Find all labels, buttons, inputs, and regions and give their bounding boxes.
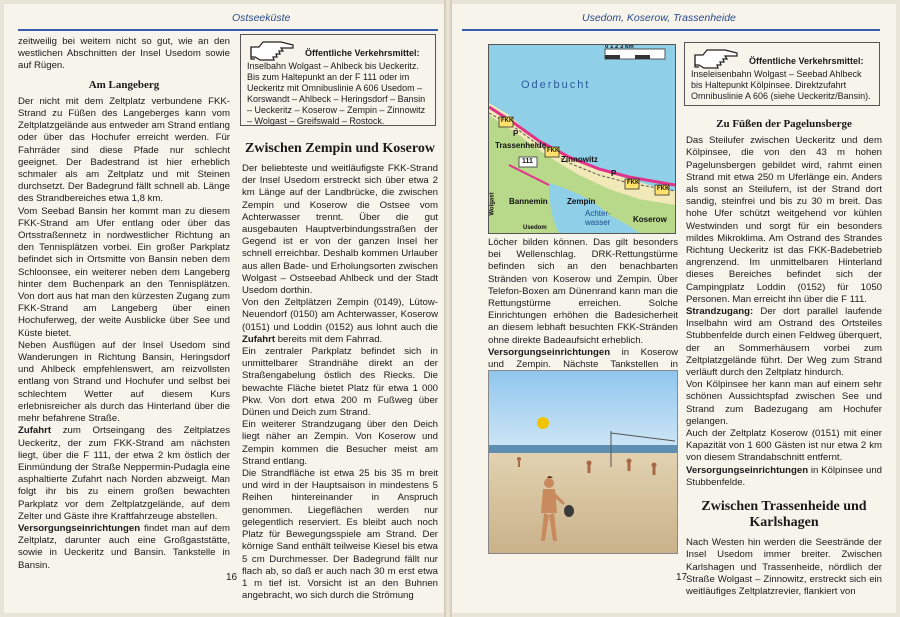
column-left (18, 36, 230, 572)
page-17 (452, 4, 896, 613)
page-16 (4, 4, 444, 613)
column-right (686, 118, 882, 598)
paragraph: Der nicht mit dem Zeltplatz verbundene FKK-Strand zu Füßen des Langeberges kann vom Zeltplatzgelände aus entweder am Strand entlang oder über das Hochufer erreicht werden. Für Fahrräder sind diese Pfade nur schlecht geeignet. Der Badestrand ist hier erheblich schmaler als am Zeltplatz und mit Steinen durchsetzt. Der Badegrund fällt schnell ab. Länge des Strandbereiches etwa 1,8 km. (18, 95, 230, 205)
keyword-versorgung: Versorgungseinrichtungen (488, 346, 611, 358)
area-map (488, 44, 676, 234)
map-road-number: 111 (522, 158, 533, 165)
column-right (242, 141, 438, 602)
header-rule (18, 29, 438, 31)
paragraph-text: in Koserow und Zempin. Nächste Tankstellen in (488, 346, 678, 371)
section-heading-zempin-koserow: Zwischen Zempin und Koserow (245, 141, 435, 156)
paragraph: Ein weiterer Strandzugang über den Deich liegt näher an Zempin. Von Koserow und Zempin kommen die Besucher meist am Strand entlang. (242, 419, 438, 467)
paragraph: Die Strandfläche ist etwa 25 bis 35 m breit und wird in der Hauptsaison in mindestens 5 Reihen hintereinander in Anspruch genommen. Liegeflächen werden nur gelegentlich reserviert. Es bleibt auch noch Platz für Bewegungsspiele am Strand. Der körnige Sand enthält teilweise Kiesel bis etwa 5 cm Durchmesser. Der Badegrund fällt nur flach ab, so daß er auch nach 30 m erst etwa 1 m tief ist. Vorsicht ist an den Buhnen angebracht, wo sich durch die Strömung (242, 468, 438, 602)
paragraph: Von Kölpinsee her kann man auf einem sehr schönen Aussichtspfad zwischen See und Strand zum Badezugang am Hochufer gelangen. (686, 379, 882, 427)
header-rule (462, 29, 880, 31)
paragraph-text: findet man auf dem Zeltplatz, darunter auch eine Großgaststätte, sowie in Ueckeritz und Bansin. Tankstelle in Bansin. (18, 522, 230, 571)
paragraph-text: in Kölpinsee und Stubbenfelde. (686, 464, 882, 488)
paragraph: Ein zentraler Parkplatz befindet sich in unmittelbarer Strandnähe direkt an der Straßengabelung östlich des Riecks. Die bewachte Fläche bietet Platz für etwa 1 000 Pkw. Von dort etwa 200 m Fußweg über Dünen und Deich zum Strand. (242, 346, 438, 419)
keyword-versorgung: Versorgungseinrichtungen (686, 464, 809, 476)
map-fkk-badge: FKK (657, 186, 670, 192)
paragraph (686, 465, 882, 489)
map-parking: P (611, 169, 617, 178)
keyword-strandzugang: Strandzugang: (686, 306, 754, 318)
map-label-place: Zempin (567, 197, 596, 206)
map-fkk-badge: FKK (501, 118, 514, 124)
page-number: 17 (676, 572, 688, 583)
map-label-water: Achter- (585, 209, 611, 218)
map-parking: P (513, 129, 519, 138)
paragraph: Der beliebteste und weitläufigste FKK-Strand der Insel Usedom erstreckt sich über etwa 2 km Länge auf der Landbrücke, die zwischen Zempin und Koserow die Ostsee vom Achterwasser trennt. Über die gut ausgebauten Hauptverbindungsstraßen der Gegend ist er von der ganzen Insel her schnell erreichbar. Deshalb kommen Urlauber aus allen Bade- und Erholungsorten zwischen Wolgast – Ostseebad Ahlbeck und der Stadt Usedom dorthin. (242, 163, 438, 297)
paragraph (18, 523, 230, 572)
paragraph (242, 297, 438, 346)
intro-text: zeitweilig bei weitem nicht so gut, wie an den westlichen Abschnitten der Insel Usedom sowie auf Rügen. (18, 36, 230, 72)
paragraph-text: Der dort parallel laufende Inselbahn wird am Ostrand des Ortsteiles Stubbenfelde durch einen Feldweg überquert, der an Sommerhäusern vorbei zum Zeltplatzgelände führt. Der Weg zum Strand verläuft durch den Zeltplatz hindurch. (686, 306, 882, 379)
box-text: Inseleisenbahn Wolgast – Seebad Ahlbeck bis Haltepunkt Kölpinsee. Direktzufahrt Omnibuslinie A 606 (siehe Ueckeritz/Bansin). (691, 69, 871, 101)
box-title: Öffentliche Verkehrsmittel: (749, 56, 864, 66)
map-scale: 0 1 2 3 km (605, 44, 634, 50)
map-label-place: Koserow (633, 215, 667, 224)
paragraph: Löcher bilden können. Das gilt besonders bei Wellenschlag. DRK-Rettungstürme befinden sich an den benachbarten Stränden von Koserow und Zempin. Über Telefon-Boxen am Dünenrand kann man die Rettungstürme erreichen. Solche Einrichtungen erhöhen die Badesicherheit an diesem lebhaft besuchten FKK-Stränden ohne direkte Badeaufsicht erheblich. (488, 237, 678, 346)
transport-info-box (240, 34, 436, 126)
running-head: Usedom, Koserow, Trassenheide (582, 12, 736, 24)
keyword-zufahrt: Zufahrt (18, 425, 52, 437)
map-fkk-badge: FKK (547, 148, 560, 154)
section-heading-trassenheide: Zwischen Trassenheide und Karlshagen (701, 499, 867, 531)
paragraph: Nach Westen hin werden die Seestrände der Insel Usedom immer breiter. Zwischen Karlshagen und Trassenheide, nördlich der Straße Wolgast – Zinnowitz, erstreckt sich ein weitläufiges Zeltplatzrevier, flankiert von (686, 537, 882, 597)
box-title: Öffentliche Verkehrsmittel: (305, 48, 420, 58)
paragraph-text: bereits mit dem Fahrrad. (275, 333, 383, 345)
paragraph (686, 306, 882, 379)
paragraph-text: zum Ortseingang des Zeltplatzes Ueckeritz, der zum FKK-Strand am nächsten liegt, über die F 111, der etwa 2 km östlich der Einmündung der Straße Neppermin-Pudagla eine asphaltierte Zufahrt nach Norden abzweigt. Man folgt ihr bis zu einem großen bewachten Parkplatz vor dem Zeltplatzgelände, auf dem Zelter und Gäste ihre Kraftfahrzeuge abstellen. (18, 425, 230, 522)
section-heading-pagelunsberge: Zu Füßen der Pagelunsberge (716, 118, 852, 130)
paragraph: Auch der Zeltplatz Koserow (0151) mit einer Kapazität von 1 600 Gästen ist nur etwa 2 km von diesem Strandabschnitt entfernt. (686, 428, 882, 464)
keyword-versorgung: Versorgungseinrichtungen (18, 522, 141, 534)
running-head: Ostseeküste (232, 12, 291, 24)
paragraph: Das Steilufer zwischen Ueckeritz und dem Kölpinsee, die von den 43 m hohen Pagelunsbergen gebildet wird, rahmt einen Strand mit etwa 250 m Uferlänge ein. Anders als sonst an Steilufern, ist der Strand dort sandig, steinfrei und bis zu 30 m breit. Das hohe Ufer schützt weitgehend vor kühlen Westwinden und sorgt für ein besonders mildes Mikroklima. Am Ostrand des Strandes Richtung Ueckeritz ist das FKK-Badebetrieb angrenzend. Im unmittelbaren Hinterland dieses Bereiches befindet sich der Campingplatz Loddin (0152) für 1050 Personen. Man erreicht ihn über die F 111. (686, 135, 882, 305)
paragraph: Neben Ausflügen auf der Insel Usedom sind Wanderungen in Richtung Bansin, Heringsdorf und Ahlbeck empfehlenswert, am reizvollsten entlang von Strand und Hochufer und selbst bei schlechtem Wetter auf diesem Kurs erlebnisreicher als durch das Hinterland über die mehr befahrene Straße. (18, 339, 230, 425)
paragraph-text: Von den Zeltplätzen Zempin (0149), Lütow-Neuendorf (0150) am Achterwasser, Koserow (0151) und Loddin (0152) aus lohnt auch die (242, 297, 438, 333)
book-gutter (444, 0, 452, 617)
map-label-place: Zinnowitz (561, 155, 598, 164)
map-label-place: Wolgast (489, 192, 496, 216)
pointing-hand-icon (249, 38, 297, 64)
beach-photo (488, 370, 678, 554)
section-heading-langeberg: Am Langeberg (88, 78, 160, 91)
map-label-place: Bannemin (509, 197, 548, 206)
keyword-zufahrt: Zufahrt (242, 333, 276, 345)
box-text: Inselbahn Wolgast – Ahlbeck bis Ueckeritz. Bis zum Haltepunkt an der F 111 oder im Ueckeritz mit Omnibuslinie A 606 Usedom – Korswandt – Ahlbeck – Heringsdorf – Bansin – Ueckeritz – Koserow – Zempin – Zinnowitz – Wolgast – Greifswald – Rostock. (247, 61, 426, 126)
map-label-water: wasser (585, 218, 611, 227)
map-label-place: Usedom (523, 225, 547, 231)
transport-info-box (684, 42, 880, 106)
map-label-sea: Oderbucht (521, 79, 591, 91)
pointing-hand-icon (693, 46, 741, 72)
paragraph (18, 425, 230, 523)
map-label-place: Trassenheide (495, 141, 547, 150)
paragraph: Vom Seebad Bansin her kommt man zu diesem FKK-Strand am Ufer entlang oder über das Ortsstraßennetz in nordwestlicher Richtung an den Tennisplätzen vorbei. Ein großer Parkplatz befindet sich in Ortsmitte von Bansin neben dem Schloonsee, ein weiterer neben dem Langeberg hinter dem Buchenpark an den Tennisplätzen. Von dort aus hat man den kürzesten Zugang zum FKK-Strand am Langeberg über einen Hochuferweg, der weite Ausblicke über See und Küste bietet. (18, 205, 230, 339)
column-left (488, 237, 678, 383)
beach-photo-graphic (489, 371, 677, 553)
page-number: 16 (226, 572, 238, 583)
map-fkk-badge: FKK (627, 180, 640, 186)
